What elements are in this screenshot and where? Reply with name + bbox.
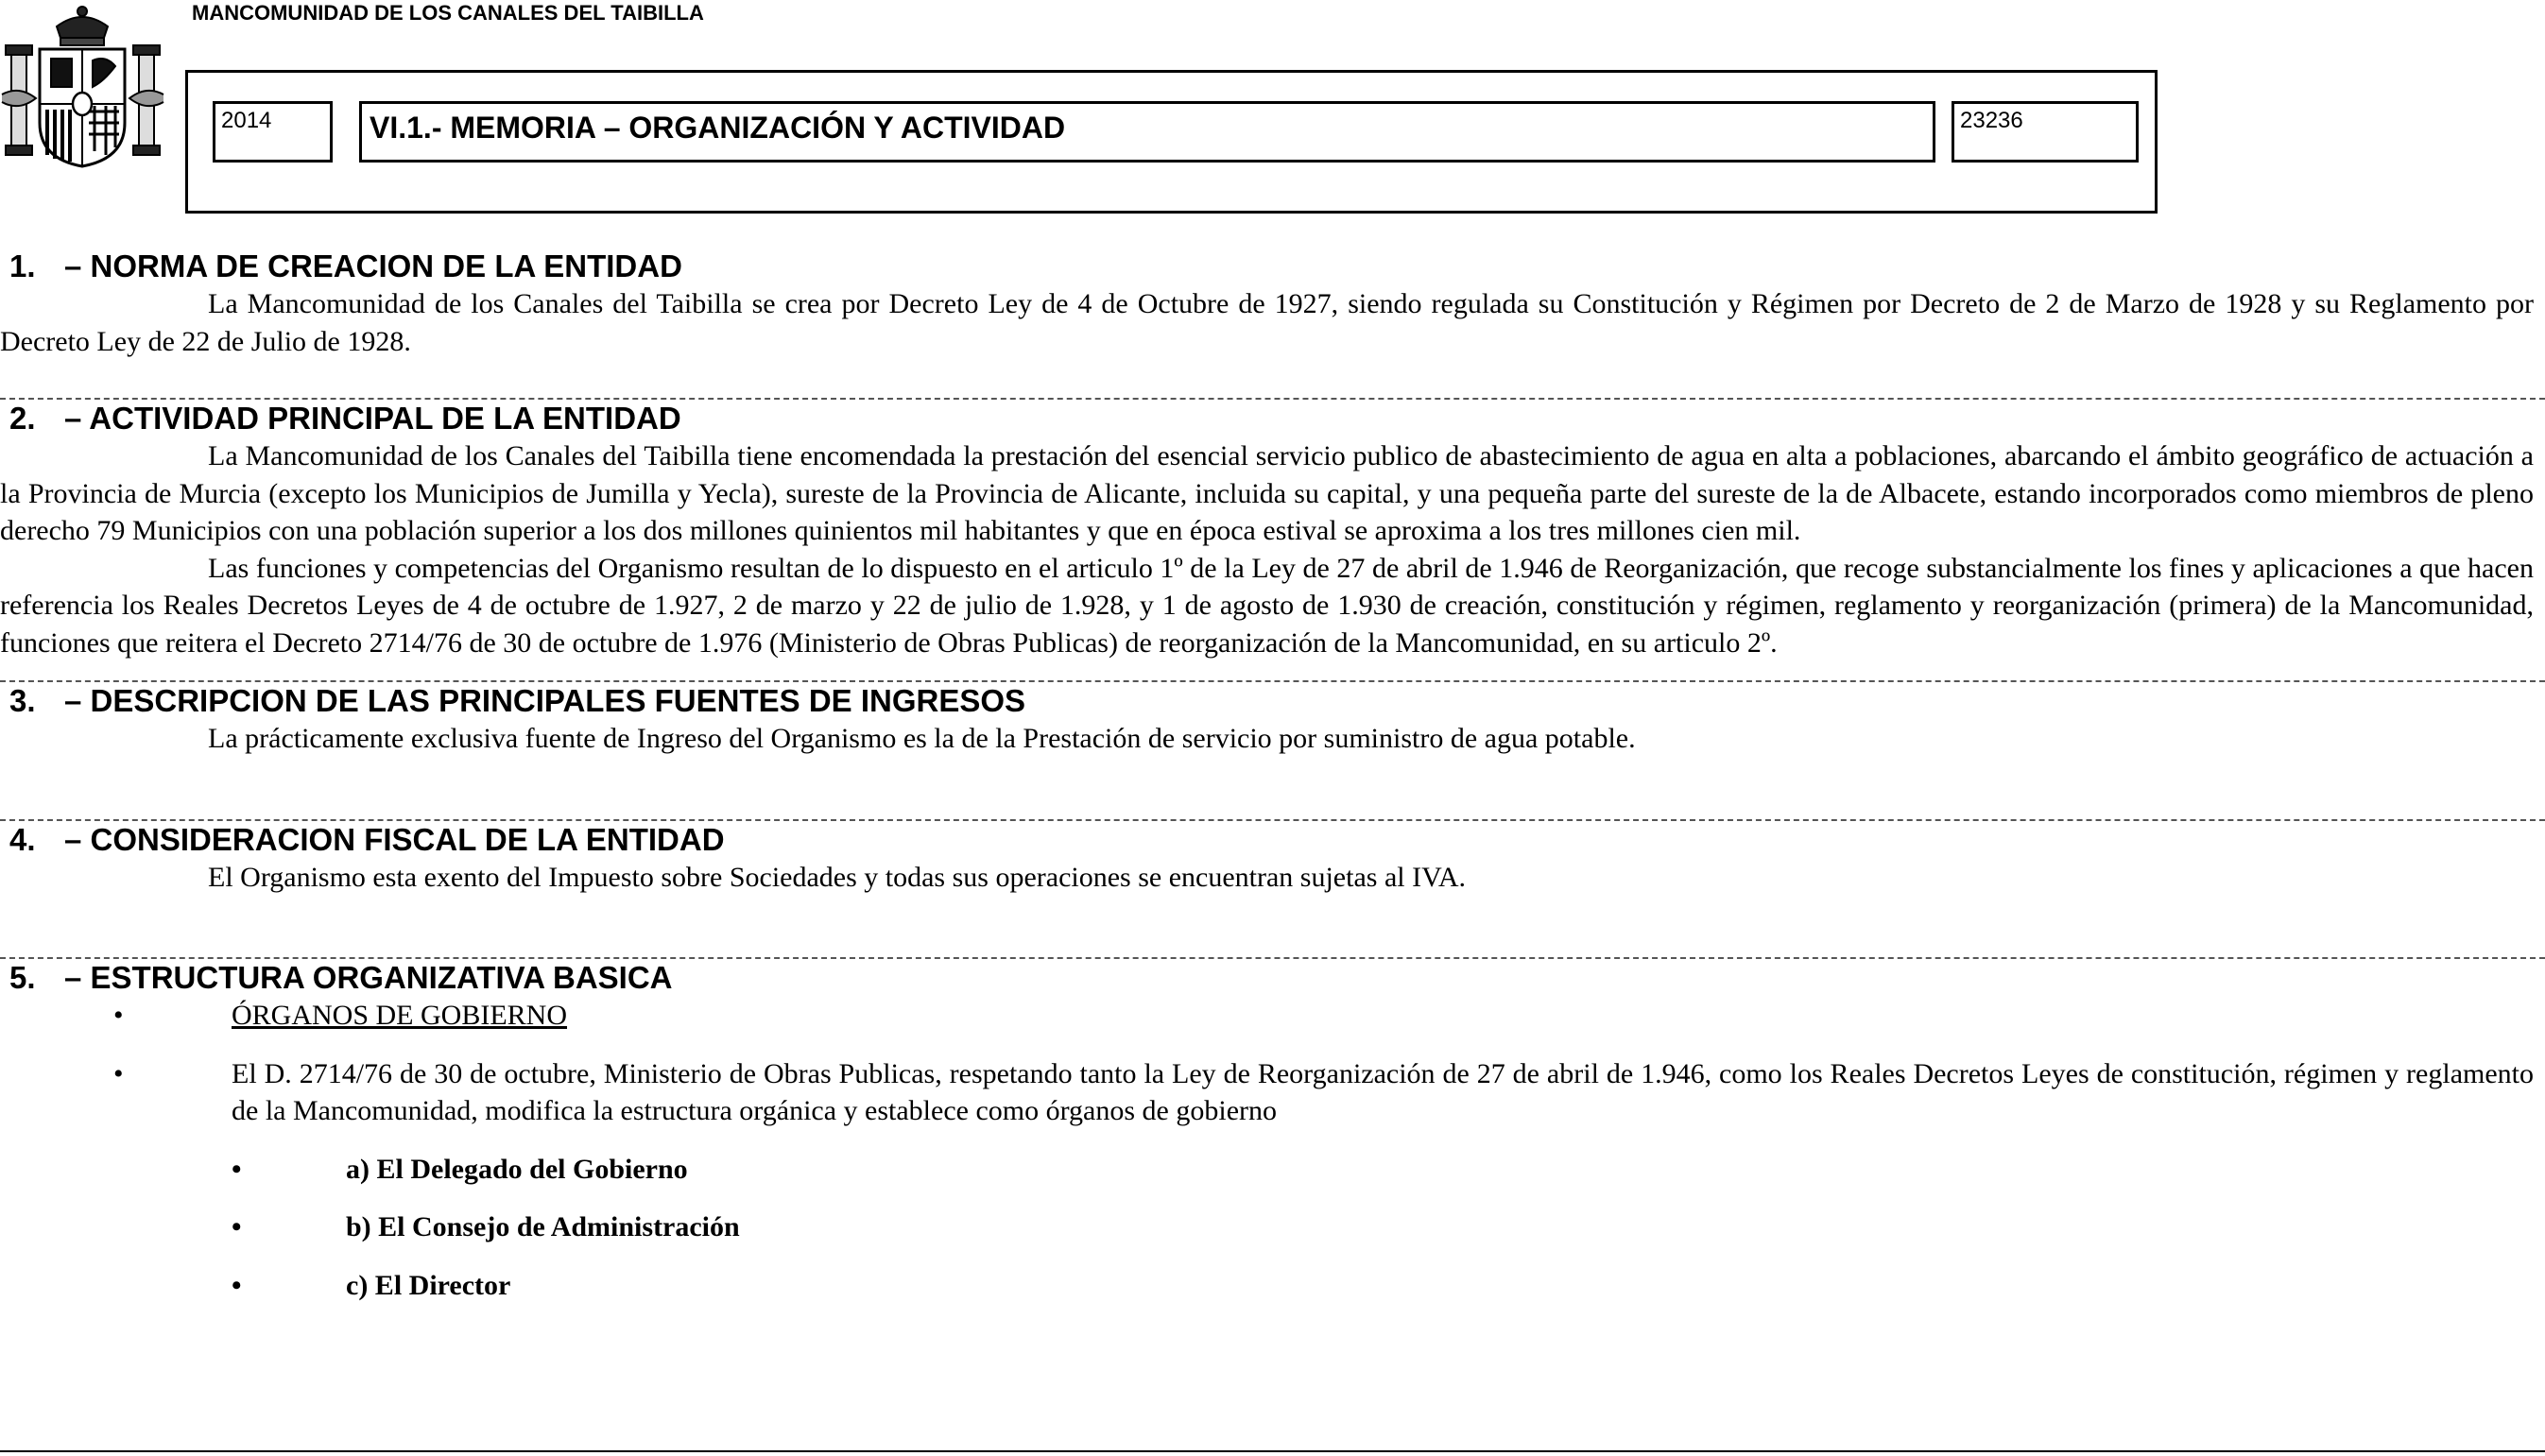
document-title: VI.1.- MEMORIA – ORGANIZACIÓN Y ACTIVIDAD [359,101,1935,163]
sub-list-item [0,1151,2519,1189]
section-heading [0,400,2545,437]
paragraph: La prácticamente exclusiva fuente de Ingreso del Organismo es la de la Prestación de servicio por suministro de agua potable. [208,723,1636,754]
coat-of-arms-icon [0,0,165,170]
year-field: 2014 [213,101,333,163]
sub-list-item [0,1267,2519,1305]
section-5 [0,959,2545,1304]
section-title: – ESTRUCTURA ORGANIZATIVA BASICA [64,960,673,995]
section-2 [0,400,2545,661]
bullet-icon: • [113,1000,124,1031]
section-number: 2. [9,401,36,436]
paragraph: Las funciones y competencias del Organismo resultan de lo dispuesto en el articulo 1º de la Ley de 27 de abril de 1.946 de Reorganización, que recoge substancialmente los fines y aplicaciones a que hacen referencia los Reales Decretos Leyes de 4 de octubre de 1.927, 2 de marzo y 22 de julio de 1.928, y 1 de agosto de 1.930 de creación, constitución y régimen, reglamento y reorganización (primera) de la Mancomunidad, funciones que reitera el Decreto 2714/76 de 30 de octubre de 1.976 (Ministerio de Obras Publicas) de reorganización de la Mancomunidad, en su articulo 2º. [0,552,2534,659]
governing-body-delegate: a) El Delegado del Gobierno [346,1153,688,1185]
bullet-icon: • [113,1057,124,1089]
header-frame [185,70,2158,214]
paragraph: La Mancomunidad de los Canales del Taibilla tiene encomendada la prestación del esencial servicio publico de abastecimiento de agua en alta a poblaciones, abarcando el ámbito geográfico de actuación a la Provincia de Murcia (excepto los Municipios de Jumilla y Yecla), sureste de la Provincia de Alicante, incluida su capital, y una pequeña parte del sureste de la de Albacete, estando incorporados como miembros de pleno derecho 79 Municipios con una población superior a los dos millones quinientos mil habitantes y que en época estival se aproxima a los tres millones cien mil. [0,440,2534,546]
governing-body-council: b) El Consejo de Administración [346,1211,740,1242]
section-number: 5. [9,960,36,995]
entity-code-field: 23236 [1952,101,2139,163]
section-heading [0,959,2545,997]
section-1 [0,248,2545,360]
organization-name: MANCOMUNIDAD DE LOS CANALES DEL TAIBILLA [192,1,704,25]
bullet-icon: • [232,1153,242,1185]
sub-list-item [0,1208,2519,1246]
governing-body-director: c) El Director [346,1269,511,1301]
list-item-text: El D. 2714/76 de 30 de octubre, Ministerio de Obras Publicas, respetando tanto la Ley de Reorganización de 27 de abril de 1.946, como los Reales Decretos Leyes de constitución, régimen y reglamento de la Mancomunidad, modifica la estructura orgánica y establece como órganos de gobierno [232,1057,2534,1126]
section-4 [0,821,2545,897]
section-number: 3. [9,683,36,718]
section-title: – NORMA DE CREACION DE LA ENTIDAD [64,248,682,283]
bullet-icon: • [232,1269,242,1301]
section-heading [0,821,2545,859]
bullet-list [0,997,2545,1304]
bullet-icon: • [232,1211,242,1242]
paragraph: El Organismo esta exento del Impuesto sobre Sociedades y todas sus operaciones se encuentran sujetas al IVA. [208,861,1467,893]
paragraph: La Mancomunidad de los Canales del Taibilla se crea por Decreto Ley de 4 de Octubre de 1927, siendo regulada su Constitución y Régimen por Decreto de 2 de Marzo de 1928 y su Reglamento por Decreto Ley de 22 de Julio de 1928. [0,288,2534,357]
list-item [0,997,2534,1035]
section-heading [0,682,2545,720]
section-heading [0,248,2545,285]
section-title: – ACTIVIDAD PRINCIPAL DE LA ENTIDAD [64,401,681,436]
section-title: – DESCRIPCION DE LAS PRINCIPALES FUENTES DE INGRESOS [64,683,1026,718]
section-number: 4. [9,821,36,857]
section-number: 1. [9,248,36,283]
list-item-text: ÓRGANOS DE GOBIERNO [232,1000,568,1031]
section-3 [0,682,2545,758]
section-title: – CONSIDERACION FISCAL DE LA ENTIDAD [64,821,725,857]
list-item [0,1055,2534,1130]
page-bottom-rule [0,1450,2545,1452]
document-body [0,248,2545,1304]
